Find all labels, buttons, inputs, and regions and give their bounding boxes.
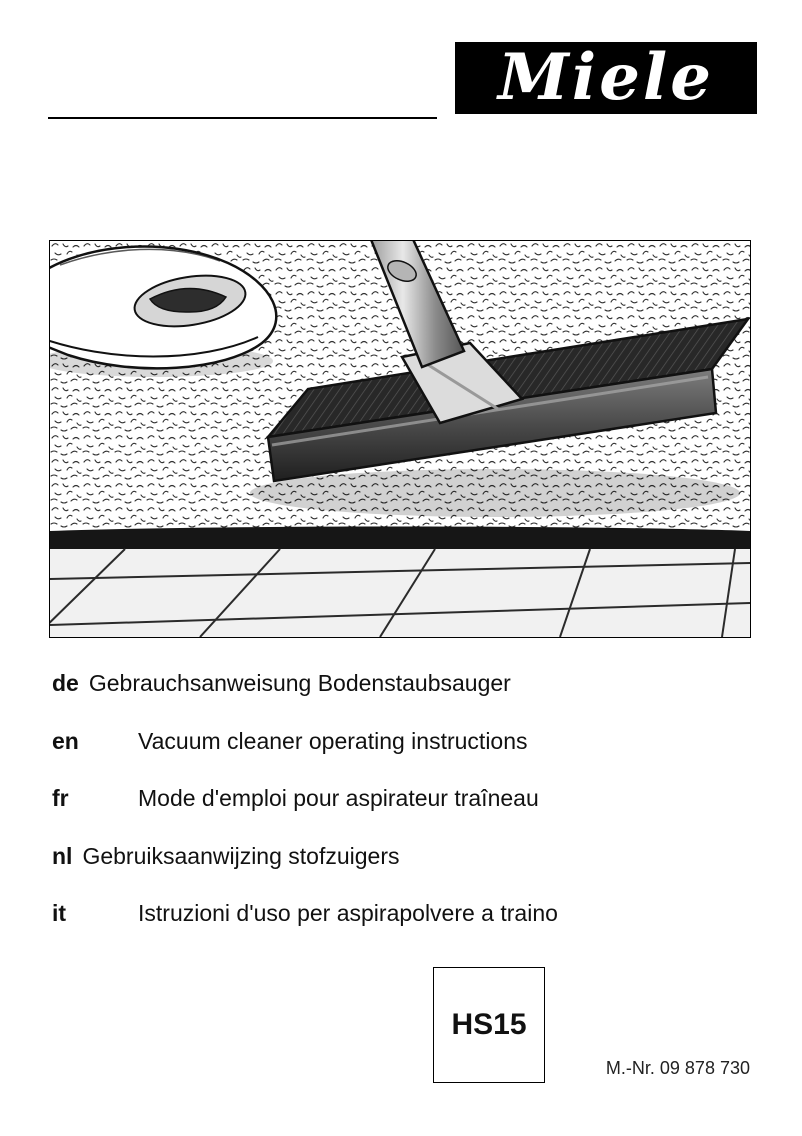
language-list [52,655,752,943]
miele-logo [455,42,757,114]
language-item-nl [52,828,752,886]
language-code: en [52,727,79,754]
language-item-it [52,885,752,943]
language-item-de [52,655,752,713]
tiled-floor [50,549,750,637]
language-label: Gebruiksaanwijzing stofzuigers [82,842,400,869]
language-code: it [52,900,67,927]
model-number: HS15 [451,1008,527,1041]
language-label: Mode d'emploi pour aspirateur traîneau [138,785,539,812]
vacuum-illustration-svg [50,241,750,637]
language-label: Istruzioni d'uso per aspirapolvere a traino [138,900,558,927]
language-item-en [52,713,752,771]
language-code: de [52,670,79,697]
language-item-fr [52,770,752,828]
cover-illustration [49,240,751,638]
language-label: Gebrauchsanweisung Bodenstaubsauger [88,670,511,697]
material-number: M.-Nr. 09 878 730 [605,1058,750,1078]
language-code: fr [52,785,69,812]
header-rule [48,117,437,119]
language-code: nl [52,842,73,869]
model-box [433,967,545,1083]
language-label: Vacuum cleaner operating instructions [138,727,528,754]
miele-logo-text: Miele [498,40,714,115]
